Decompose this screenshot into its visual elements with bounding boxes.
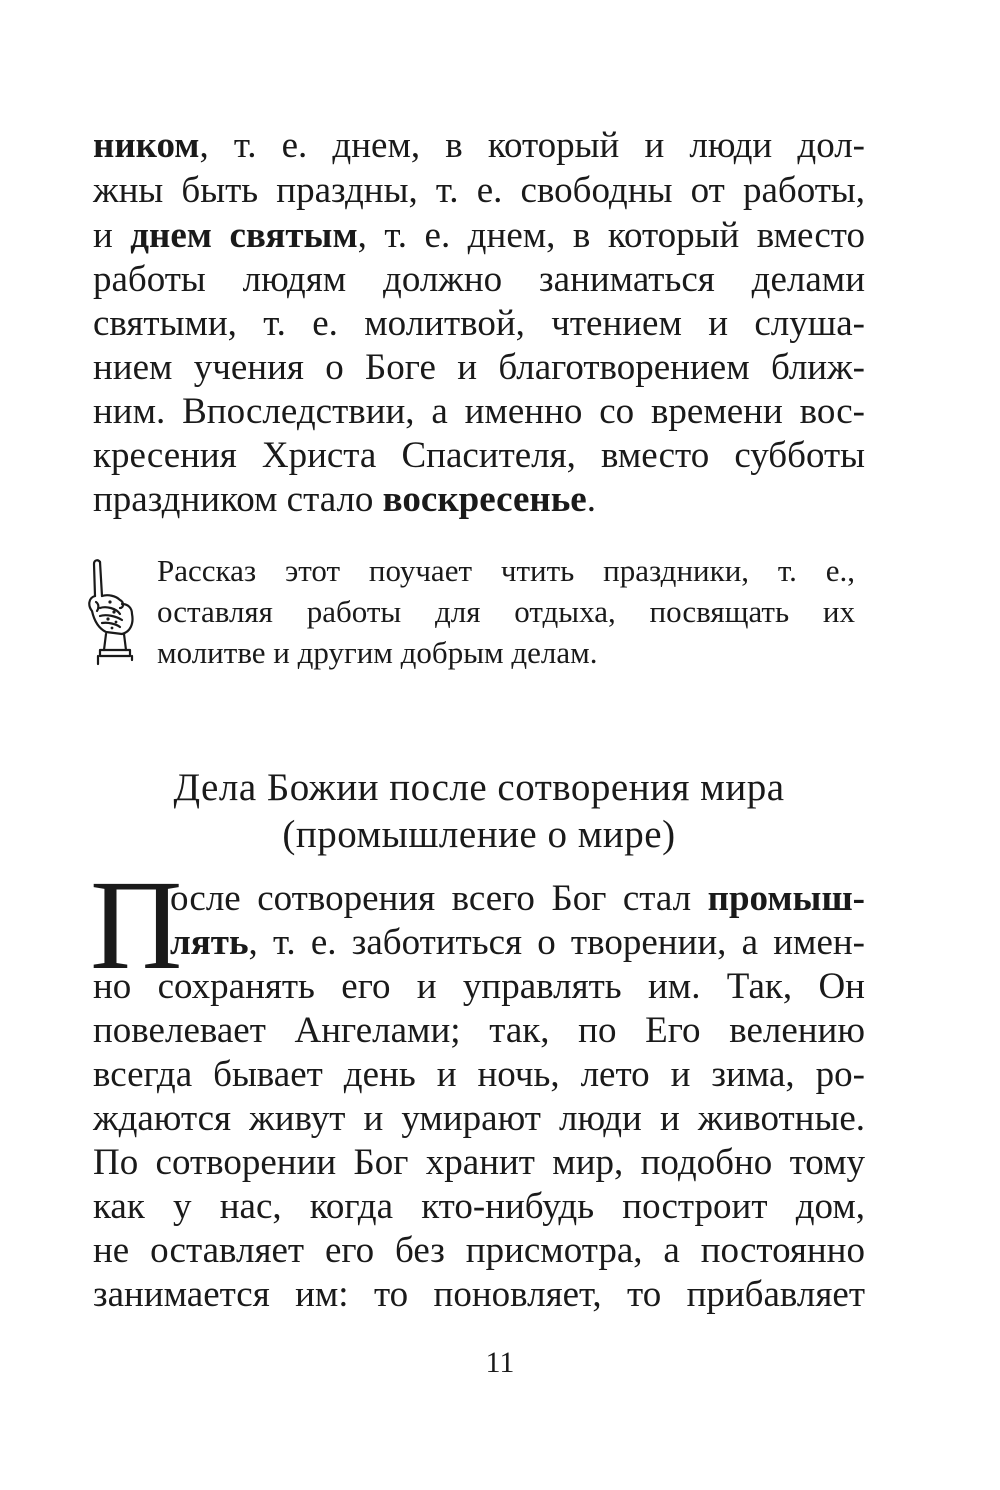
- text-line: ником, т. е. днем, в который и люди дол-: [93, 125, 865, 166]
- bold-term: лять: [170, 922, 249, 963]
- text-line: праздником стало воскресенье.: [93, 479, 596, 520]
- text-line: святыми, т. е. молитвой, чтением и слуша-: [93, 303, 865, 344]
- note-line: оставляя работы для отдыха, посвящать их: [157, 594, 855, 629]
- text-line: лять, т. е. заботиться о творении, а имен-: [170, 922, 865, 963]
- pointing-hand-icon: [86, 556, 144, 668]
- bold-term: промыш-: [707, 878, 865, 919]
- drop-cap: П: [90, 854, 183, 996]
- text-line: кресения Христа Спасителя, вместо субботы: [93, 435, 865, 476]
- text-line: не оставляет его без присмотра, а постоянно: [93, 1230, 865, 1271]
- bold-term: днем святым: [130, 215, 358, 256]
- text-line: всегда бывает день и ночь, лето и зима, ро-: [93, 1054, 865, 1095]
- text-line: По сотворении Бог хранит мир, подобно тому: [93, 1142, 865, 1183]
- bold-term: ником: [93, 125, 200, 166]
- section-heading-line-1: Дела Божии после сотворения мира: [173, 766, 785, 809]
- text-line: жны быть праздны, т. е. свободны от работы,: [93, 170, 865, 211]
- text-line: нием учения о Боге и благотворением ближ-: [93, 347, 865, 388]
- text-line: но сохранять его и управлять им. Так, Он: [93, 966, 865, 1007]
- text-line: повелевает Ангелами; так, по Его велению: [93, 1010, 865, 1051]
- note-line: молитве и другим добрым делам.: [157, 635, 598, 670]
- text-line: и днем святым, т. е. днем, в который вместо: [93, 215, 865, 256]
- bold-term: воскресенье: [382, 479, 587, 520]
- text-line: ждаются живут и умирают люди и животные.: [93, 1098, 865, 1139]
- text-line: работы людям должно заниматься делами: [93, 259, 865, 300]
- text-line: как у нас, когда кто-нибудь построит дом,: [93, 1186, 865, 1227]
- text-line: ним. Впоследствии, а именно со времени вос-: [93, 391, 865, 432]
- note-line: Рассказ этот поучает чтить праздники, т. е.,: [157, 553, 855, 588]
- text-line: осле сотворения всего Бог стал промыш-: [170, 878, 865, 919]
- section-heading-line-2: (промышление о мире): [282, 813, 676, 856]
- text-line: занимается им: то поновляет, то прибавляет: [93, 1274, 865, 1315]
- page-number: 11: [485, 1346, 515, 1379]
